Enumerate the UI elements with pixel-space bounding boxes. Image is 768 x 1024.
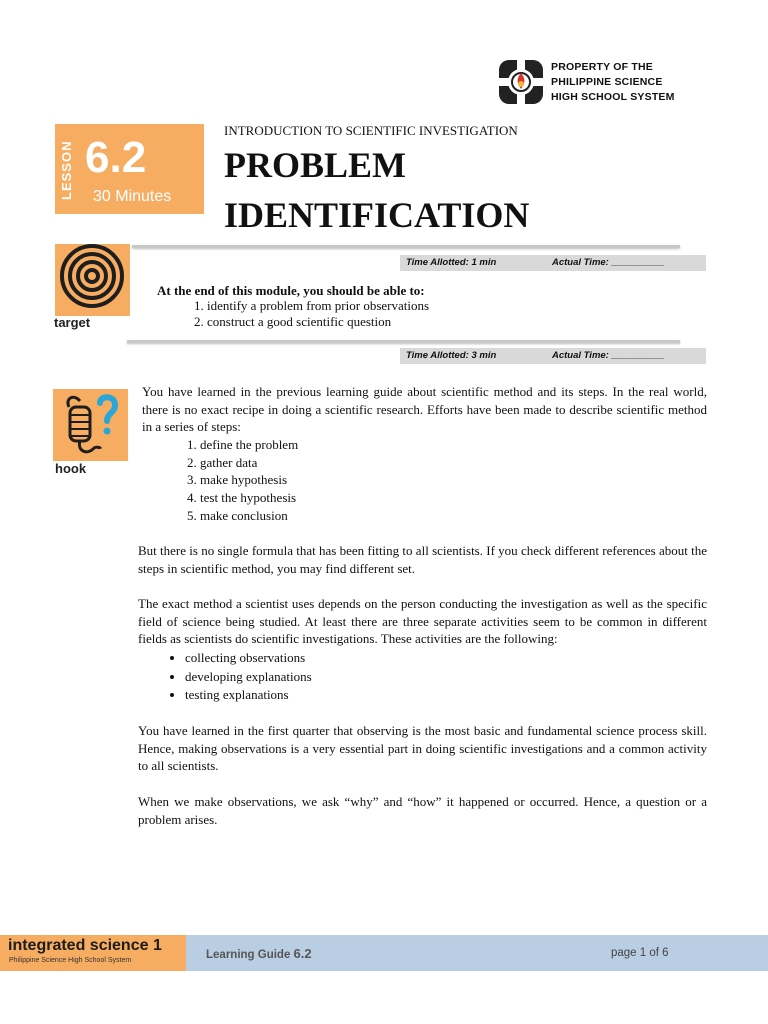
step-item: 3. make hypothesis bbox=[200, 471, 298, 489]
hook-icon-box bbox=[53, 389, 128, 461]
property-line-2: PHILIPPINE SCIENCE bbox=[551, 76, 663, 88]
guide-label: Learning Guide bbox=[206, 949, 291, 961]
activity-item: • developing explanations bbox=[185, 668, 312, 687]
activities-list bbox=[160, 649, 312, 705]
objective-item: 2. construct a good scientific question bbox=[207, 314, 429, 330]
paragraph-2: But there is no single formula that has been fitting to all scientists. If you check different references about the steps in scientific method, you may find different set. bbox=[138, 543, 707, 576]
objectives-list bbox=[185, 298, 429, 330]
page-title bbox=[224, 140, 529, 240]
target-label: target bbox=[54, 315, 91, 330]
scientific-method-steps bbox=[186, 436, 298, 525]
actual-time: Actual Time: __________ bbox=[552, 257, 665, 268]
target-icon bbox=[55, 244, 130, 316]
objectives-heading: At the end of this module, you should be able to: bbox=[157, 283, 425, 298]
hook-label: hook bbox=[55, 461, 87, 476]
rope-hook-icon bbox=[53, 389, 128, 461]
title-line-2: IDENTIFICATION bbox=[224, 195, 530, 235]
paragraph-4: You have learned in the first quarter that observing is the most basic and fundamental science process skill. Hence, making observations is a very essential part in doing scientific investigations and a common activity to all scientists. bbox=[138, 723, 707, 774]
footer-bar bbox=[186, 935, 768, 971]
step-item: 2. gather data bbox=[200, 454, 298, 472]
activity-item: • collecting observations bbox=[185, 649, 312, 668]
lesson-word: LESSON bbox=[59, 140, 74, 200]
learning-guide-label bbox=[206, 946, 312, 961]
footer-course-badge bbox=[0, 935, 186, 971]
hook-intro-paragraph: You have learned in the previous learning guide about scientific method and its steps. In the real world, there is no exact recipe in doing a scientific research. Efforts have been made to describe scientific method in a series of steps: bbox=[142, 384, 707, 435]
divider bbox=[127, 340, 680, 343]
lesson-number: 6.2 bbox=[85, 133, 147, 182]
time-bar-target bbox=[400, 255, 706, 271]
course-title: integrated science 1 bbox=[8, 937, 162, 954]
property-notice bbox=[551, 60, 675, 105]
step-item: 1. define the problem bbox=[200, 436, 298, 454]
step-item: 4. test the hypothesis bbox=[200, 489, 298, 507]
subject-heading: INTRODUCTION TO SCIENTIFIC INVESTIGATION bbox=[224, 123, 518, 138]
property-line-1: PROPERTY OF THE bbox=[551, 61, 653, 73]
pshs-logo bbox=[497, 58, 545, 106]
lesson-duration: 30 Minutes bbox=[93, 188, 172, 205]
time-allotted: Time Allotted: 1 min bbox=[406, 257, 497, 268]
time-allotted: Time Allotted: 3 min bbox=[406, 350, 497, 361]
time-bar-hook bbox=[400, 348, 706, 364]
actual-time: Actual Time: __________ bbox=[552, 350, 665, 361]
lesson-badge bbox=[55, 124, 204, 214]
activity-item: • testing explanations bbox=[185, 686, 312, 705]
target-icon-box bbox=[55, 244, 130, 316]
page-number: page 1 of 6 bbox=[611, 947, 669, 959]
school-name: Philippine Science High School System bbox=[9, 957, 132, 964]
paragraph-5: When we make observations, we ask “why” and “how” it happened or occurred. Hence, a question or a problem arises. bbox=[138, 794, 707, 827]
paragraph-3: The exact method a scientist uses depends on the person conducting the investigation as well as the specific field of science being studied. At least there are three separate activities seem to be common in different fields as scientists do scientific investigations. These activities are the following: bbox=[138, 596, 707, 647]
property-line-3: HIGH SCHOOL SYSTEM bbox=[551, 91, 675, 103]
step-item: 5. make conclusion bbox=[200, 507, 298, 525]
objective-item: 1. identify a problem from prior observations bbox=[207, 298, 429, 314]
divider bbox=[132, 245, 680, 248]
guide-number: 6.2 bbox=[293, 946, 312, 961]
title-line-1: PROBLEM bbox=[224, 145, 407, 185]
